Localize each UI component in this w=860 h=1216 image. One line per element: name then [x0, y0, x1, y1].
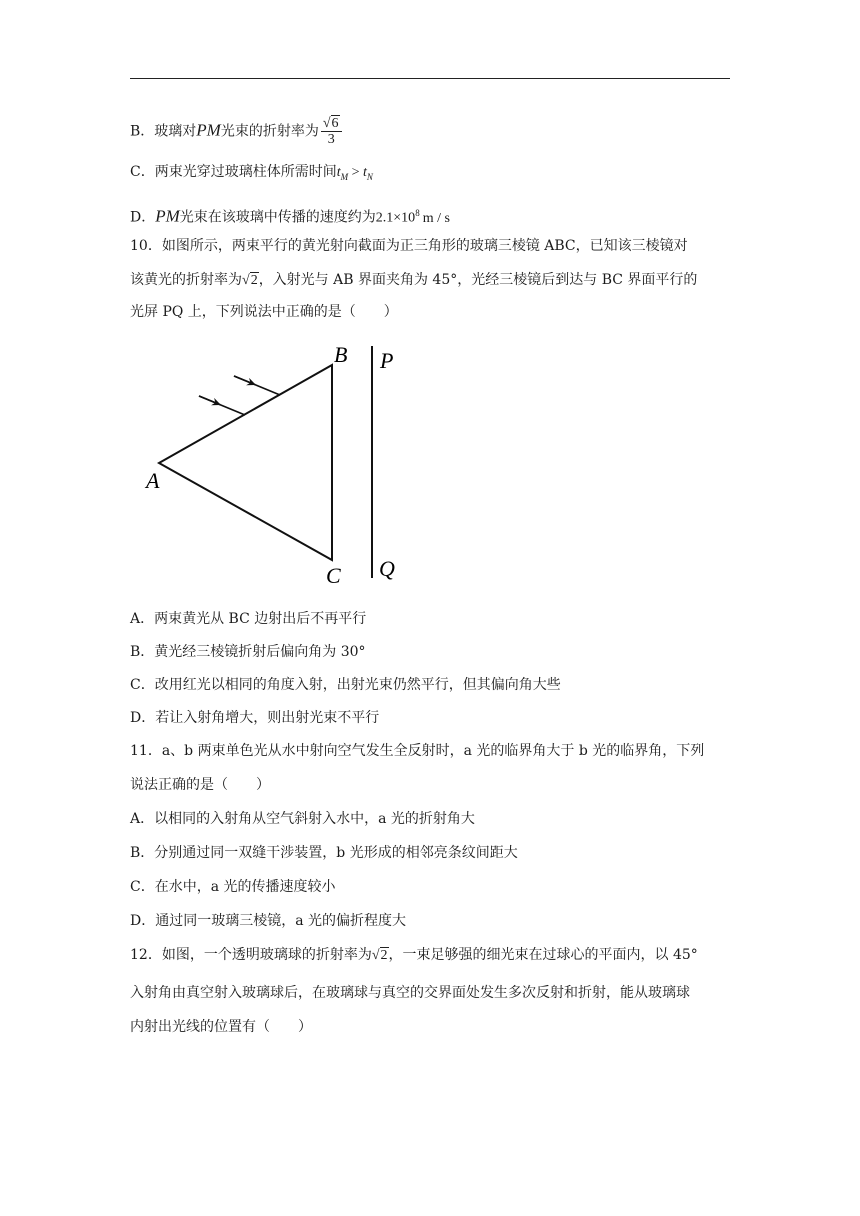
- q9-b-pm: PM: [196, 120, 221, 140]
- q10-line2-b: ，入射光与 AB 界面夹角为 45°，光经三棱镜后到达与 BC 界面平行的: [258, 272, 698, 288]
- q12-sqrt-value: 2: [380, 948, 388, 963]
- q9-b-prefix: B．玻璃对: [130, 123, 197, 140]
- label-c: C: [326, 563, 341, 588]
- q12-sqrt: √2: [371, 948, 388, 963]
- q12-line1-b: ，一束足够强的细光束在过球心的平面内，以 45°: [388, 947, 698, 963]
- q11-option-d: D．通过同一玻璃三棱镜，a 光的偏折程度大: [130, 913, 407, 929]
- q12-stem-line3: 内射出光线的位置有（ ）: [130, 1019, 312, 1035]
- label-b: B: [334, 342, 348, 367]
- q9-b-fraction: $\frac{√6}{3}$: [321, 116, 342, 147]
- q9-d-mid: 光束在该玻璃中传播的速度约为: [179, 209, 376, 226]
- q9-c-sub-m: M: [340, 171, 349, 182]
- q9-c-sub-n: N: [366, 171, 373, 182]
- ray-1-arrow: [234, 376, 255, 385]
- label-a: A: [146, 468, 160, 493]
- q9-d-exp: 8: [415, 208, 420, 218]
- q9-d-prefix: D．: [130, 209, 156, 226]
- q10-stem-line3: 光屏 PQ 上，下列说法中正确的是（ ）: [130, 304, 398, 320]
- label-p: P: [380, 348, 394, 373]
- q9-d-value: 2.1×10: [375, 210, 416, 226]
- q9-b-frac-num: 6: [331, 116, 339, 131]
- q11-stem-line2: 说法正确的是（ ）: [130, 777, 270, 793]
- q11-option-b: B．分别通过同一双缝干涉装置，b 光形成的相邻亮条纹间距大: [130, 845, 518, 861]
- q10-option-d: D．若让入射角增大，则出射光束不平行: [130, 710, 380, 726]
- prism-triangle: [159, 365, 332, 560]
- q10-option-c: C．改用红光以相同的角度入射，出射光束仍然平行，但其偏向角大些: [130, 677, 561, 693]
- q12-line1-a: 12．如图，一个透明玻璃球的折射率为: [130, 947, 372, 963]
- q9-c-prefix: C．两束光穿过玻璃柱体所需时间: [130, 164, 337, 180]
- q10-sqrt: √2: [242, 273, 258, 288]
- q11-option-a: A．以相同的入射角从空气斜射入水中，a 光的折射角大: [130, 811, 475, 827]
- q11-option-c: C．在水中，a 光的传播速度较小: [130, 879, 336, 895]
- ray-2-arrow: [199, 396, 220, 405]
- q9-b-mid: 光束的折射率为: [220, 123, 319, 140]
- q9-d-pm: PM: [155, 206, 180, 226]
- q9-d-unit: m / s: [422, 210, 450, 226]
- q10-line2-a: 该黄光的折射率为: [130, 272, 242, 288]
- q9-b-frac-den: 3: [327, 132, 335, 147]
- q9-c-gt: >: [348, 165, 364, 180]
- q10-option-b: B．黄光经三棱镜折射后偏向角为 30°: [130, 644, 366, 660]
- label-q: Q: [379, 556, 395, 581]
- q9-c-t2: t: [363, 165, 367, 180]
- q11-stem-line1: 11．a、b 两束单色光从水中射向空气发生全反射时，a 光的临界角大于 b 光的临界角，下列: [130, 743, 705, 759]
- q10-sqrt-value: 2: [250, 273, 258, 288]
- q12-stem-line2: 入射角由真空射入玻璃球后，在玻璃球与真空的交界面处发生多次反射和折射，能从玻璃球: [130, 985, 690, 1001]
- q10-option-a: A．两束黄光从 BC 边射出后不再平行: [130, 611, 367, 627]
- q10-stem-line1: 10．如图所示，两束平行的黄光射向截面为正三角形的玻璃三棱镜 ABC，已知该三棱镜对: [130, 238, 688, 254]
- q12-stem-line1: [130, 945, 698, 966]
- q9-c-t1: t: [336, 165, 341, 180]
